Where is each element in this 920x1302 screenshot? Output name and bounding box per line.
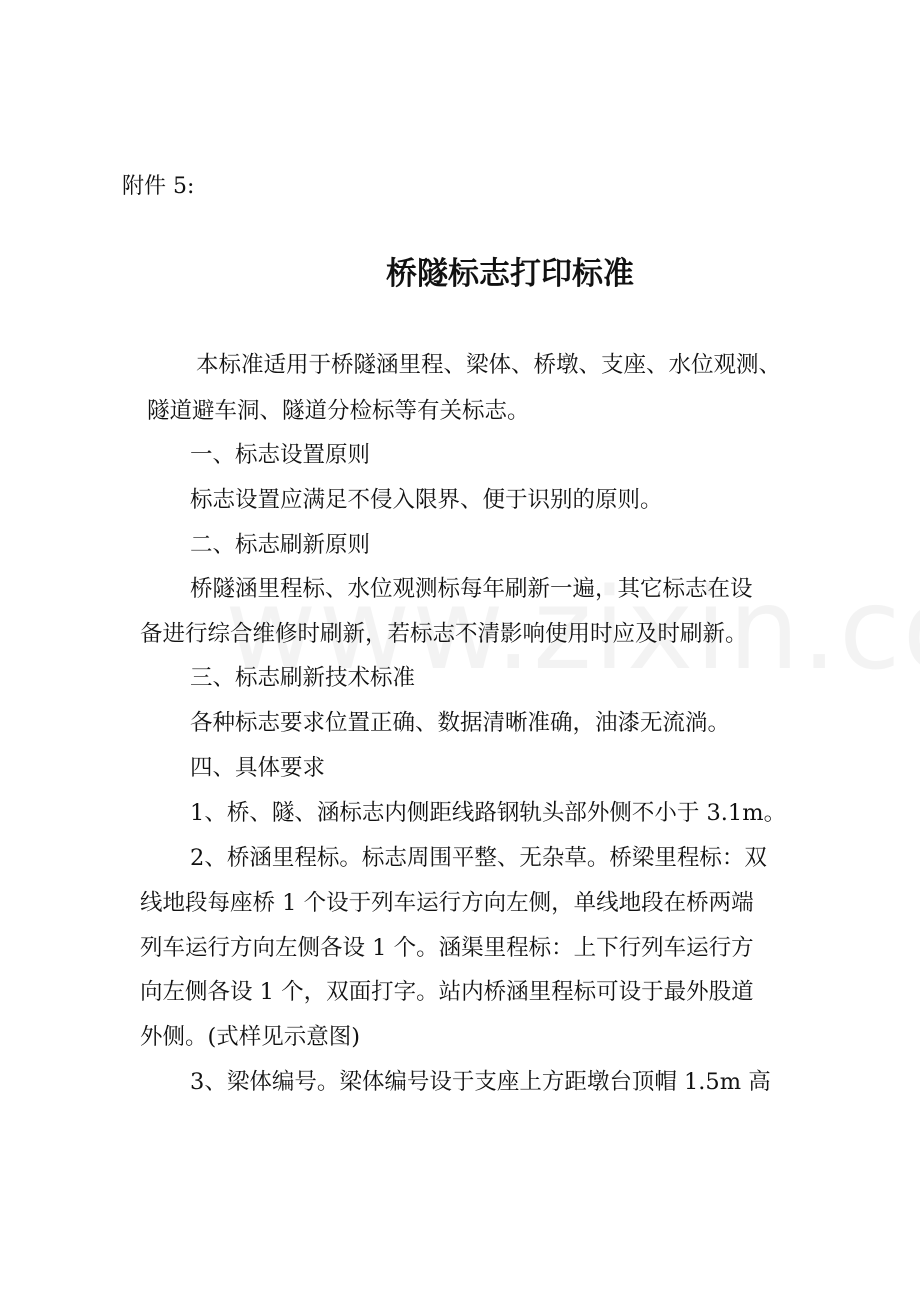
section-body-2-line-1: 桥隧涵里程标、水位观测标每年刷新一遍，其它标志在设: [190, 576, 753, 602]
requirement-2-line-3: 列车运行方向左侧各设 1 个。涵渠里程标：上下行列车运行方: [140, 935, 754, 961]
requirement-2-line-2: 线地段每座桥 1 个设于列车运行方向左侧，单线地段在桥两端: [140, 890, 754, 916]
requirement-1: 1、桥、隧、涵标志内侧距线路钢轨头部外侧不小于 3.1m。: [190, 800, 787, 826]
requirement-2-line-1: 2、桥涵里程标。标志周围平整、无杂草。桥梁里程标：双: [190, 845, 767, 871]
section-heading-4: 四、具体要求: [190, 755, 326, 781]
requirement-3-line-1: 3、梁体编号。梁体编号设于支座上方距墩台顶帽 1.5m 高: [190, 1069, 771, 1095]
requirement-2-line-4: 向左侧各设 1 个，双面打字。站内桥涵里程标可设于最外股道: [140, 979, 754, 1005]
requirement-2-line-5: 外侧。(式样见示意图): [140, 1024, 361, 1050]
section-heading-3: 三、标志刷新技术标准: [190, 665, 416, 691]
intro-line-2: 隧道避车洞、隧道分检标等有关标志。: [147, 398, 530, 424]
attachment-label: 附件 5:: [122, 174, 195, 199]
section-heading-1: 一、标志设置原则: [190, 442, 371, 468]
section-body-2-line-2: 备进行综合维修时刷新，若标志不清影响使用时应及时刷新。: [140, 621, 748, 647]
section-heading-2: 二、标志刷新原则: [190, 532, 371, 558]
section-body-3: 各种标志要求位置正确、数据清晰准确，油漆无流淌。: [190, 710, 731, 736]
section-body-1: 标志设置应满足不侵入限界、便于识别的原则。: [190, 487, 663, 513]
intro-line-1: 本标准适用于桥隧涵里程、梁体、桥墩、支座、水位观测、: [196, 352, 782, 378]
document-title: 桥隧标志打印标准: [386, 256, 634, 292]
